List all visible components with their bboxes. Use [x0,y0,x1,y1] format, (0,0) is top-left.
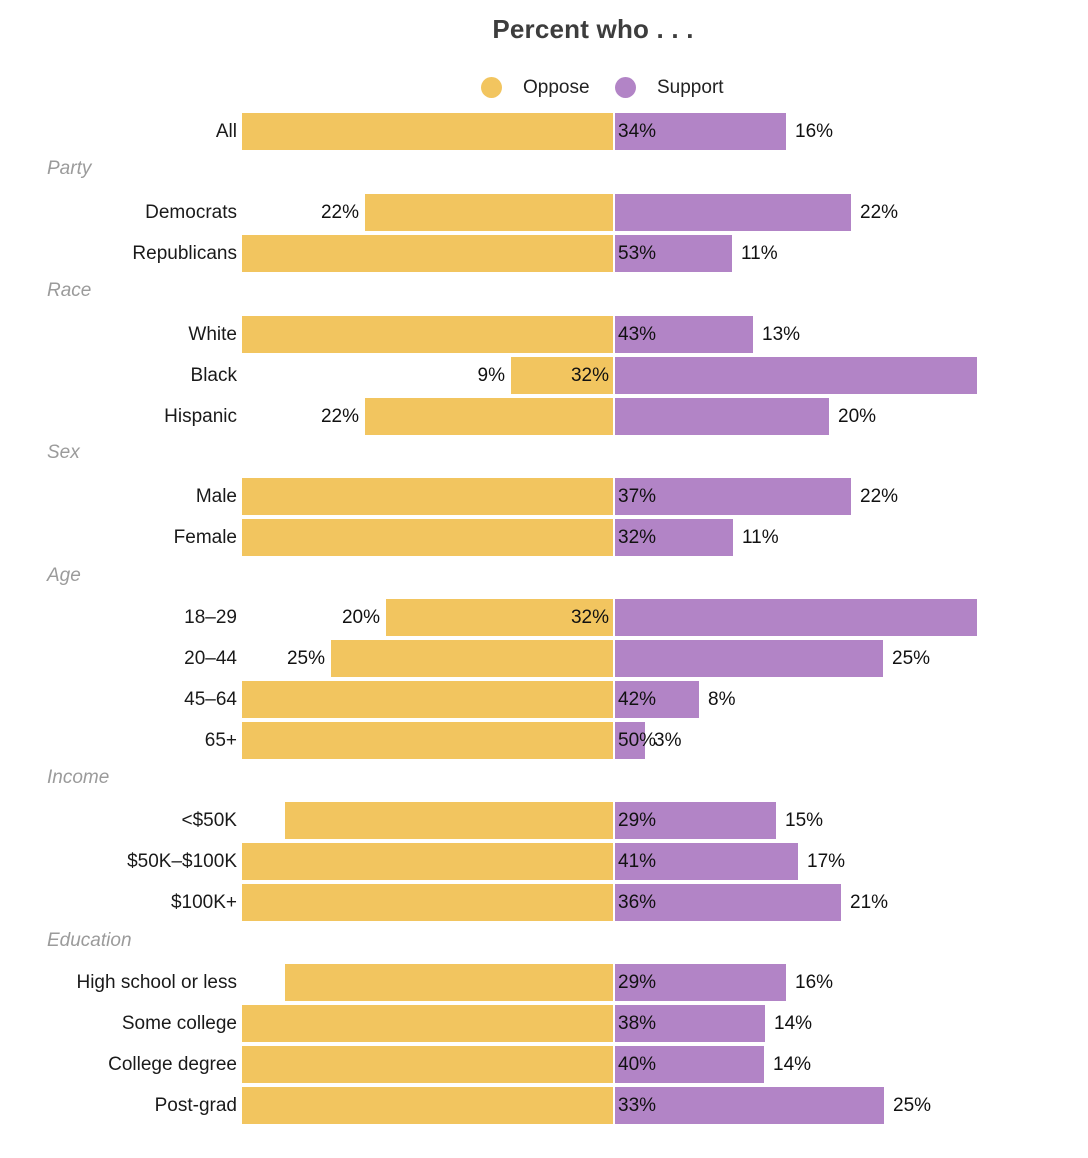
support-value-label: 11% [742,527,779,548]
oppose-value-label: 38% [618,1013,657,1034]
row-label: Post-grad [154,1095,237,1116]
oppose-value-label: 40% [618,1054,657,1075]
support-value-label: 13% [762,324,801,345]
support-bar [615,194,851,231]
oppose-bar [285,964,613,1001]
oppose-bar [242,316,613,353]
oppose-bar [242,1087,613,1124]
oppose-value-label: 36% [618,892,657,913]
support-value-label: 8% [708,689,736,710]
oppose-value-label: 37% [618,486,657,507]
support-value-label: 16% [795,121,834,142]
row-label: $100K+ [170,892,237,913]
oppose-value-label: 20% [341,607,380,628]
row-label: All [215,121,237,142]
oppose-value-label: 22% [320,406,359,427]
support-value-label: 17% [807,851,846,872]
oppose-value-label: 32% [618,527,657,548]
legend-label-oppose: Oppose [523,77,590,98]
row-label: 18–29 [184,607,237,628]
support-value-label: 25% [892,648,931,669]
support-value-label: 16% [795,972,834,993]
oppose-value-label: 34% [618,121,657,142]
section-label: Education [47,930,132,951]
oppose-bar [242,519,613,556]
oppose-bar [242,722,613,759]
oppose-bar [242,843,613,880]
support-value-label: 21% [850,892,889,913]
oppose-bar [242,1005,613,1042]
row-label: Some college [121,1013,237,1034]
row-label: Hispanic [164,406,237,427]
oppose-bar [242,235,613,272]
support-value-label: 14% [773,1054,812,1075]
support-value-label: 22% [860,202,899,223]
oppose-bar [242,681,613,718]
section-label: Income [47,767,110,788]
oppose-value-label: 29% [618,972,657,993]
oppose-value-label: 22% [320,202,359,223]
oppose-bar [242,478,613,515]
row-label: High school or less [76,972,237,993]
legend-label-support: Support [657,77,724,98]
oppose-bar [242,1046,613,1083]
support-legend-dot-icon [615,77,636,98]
oppose-value-label: 41% [618,851,657,872]
oppose-value-label: 42% [618,689,657,710]
row-label: Black [190,365,237,386]
row-label: Female [173,527,237,548]
section-label: Sex [47,442,80,463]
support-bar [615,599,977,636]
support-value-label: 3% [654,730,682,751]
row-label: 20–44 [184,648,237,669]
support-bar [615,640,883,677]
support-bar [615,398,829,435]
support-value-label: 22% [860,486,899,507]
support-value-label: 25% [893,1095,932,1116]
section-label: Race [47,280,92,301]
oppose-value-label: 25% [286,648,325,669]
row-label: 65+ [204,730,237,751]
oppose-bar [242,113,613,150]
oppose-bar [242,884,613,921]
row-label: Democrats [145,202,237,223]
support-bar [615,357,977,394]
oppose-value-label: 50% [618,730,657,751]
row-label: $50K–$100K [127,851,237,872]
support-value-label: 32% [570,365,609,386]
oppose-bar [285,802,613,839]
row-label: White [188,324,237,345]
oppose-value-label: 9% [477,365,505,386]
oppose-value-label: 29% [618,810,657,831]
oppose-bar [331,640,613,677]
oppose-bar [365,194,613,231]
support-value-label: 20% [838,406,877,427]
support-value-label: 11% [741,243,778,264]
oppose-bar [365,398,613,435]
row-label: 45–64 [184,689,237,710]
support-value-label: 15% [785,810,824,831]
oppose-legend-dot-icon [481,77,502,98]
row-label: <$50K [181,810,237,831]
row-label: Male [195,486,237,507]
row-label: Republicans [132,243,237,264]
oppose-value-label: 53% [618,243,657,264]
row-label: College degree [108,1054,237,1075]
support-value-label: 14% [774,1013,813,1034]
oppose-value-label: 33% [618,1095,657,1116]
support-value-label: 32% [570,607,609,628]
chart-title: Percent who . . . [492,14,694,44]
oppose-value-label: 43% [618,324,657,345]
section-label: Age [47,565,81,586]
section-label: Party [47,158,92,179]
